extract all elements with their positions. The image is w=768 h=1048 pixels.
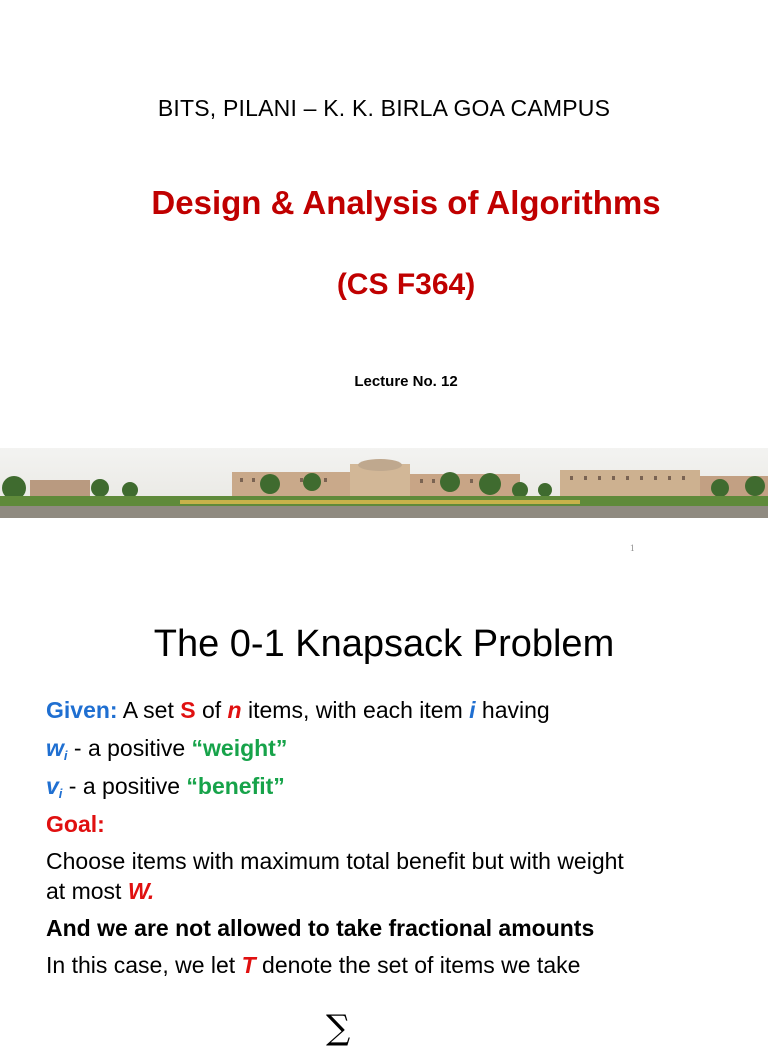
course-code: (CS F364) xyxy=(336,268,476,301)
given-label: Given: xyxy=(46,697,118,723)
i-symbol: i xyxy=(469,697,476,723)
given-text: having xyxy=(475,697,550,723)
v-symbol: $v_i$ xyxy=(46,773,63,801)
lecture-number: Lecture No. 12 xyxy=(354,373,458,390)
campus-name: BITS, PILANI – K. K. BIRLA GOA CAMPUS xyxy=(157,95,611,121)
given-text: A set xyxy=(117,697,181,723)
n-symbol: n xyxy=(227,697,242,723)
set-symbol: S xyxy=(180,697,196,723)
slide-number: 1 xyxy=(630,543,635,553)
benefit-term: “benefit” xyxy=(186,773,285,799)
benefit-text: - a positive xyxy=(62,773,187,799)
weight-line xyxy=(46,733,287,771)
fractional-note: And we are not allowed to take fractional amounts xyxy=(46,915,595,941)
case-line: In this case, we let T denote the set of items we take xyxy=(46,952,581,978)
choose-line-2: at most W. xyxy=(46,878,155,904)
given-line xyxy=(46,695,550,725)
slide-title: The 0-1 Knapsack Problem xyxy=(153,623,615,665)
campus-panorama-image xyxy=(0,448,768,518)
sigma-symbol: ∑ xyxy=(326,1008,351,1048)
given-text: items, with each item xyxy=(241,697,470,723)
weight-text: - a positive xyxy=(67,735,192,761)
w-capacity-symbol: W. xyxy=(127,878,155,904)
given-text: of xyxy=(195,697,228,723)
goal-label: Goal: xyxy=(46,811,105,837)
t-symbol: T xyxy=(241,952,256,978)
weight-term: “weight” xyxy=(191,735,288,761)
w-symbol: $w_i$ xyxy=(46,735,68,763)
choose-line-1: Choose items with maximum total benefit but with weight xyxy=(46,848,624,874)
benefit-line xyxy=(46,771,285,809)
course-title: Design & Analysis of Algorithms xyxy=(151,184,661,221)
